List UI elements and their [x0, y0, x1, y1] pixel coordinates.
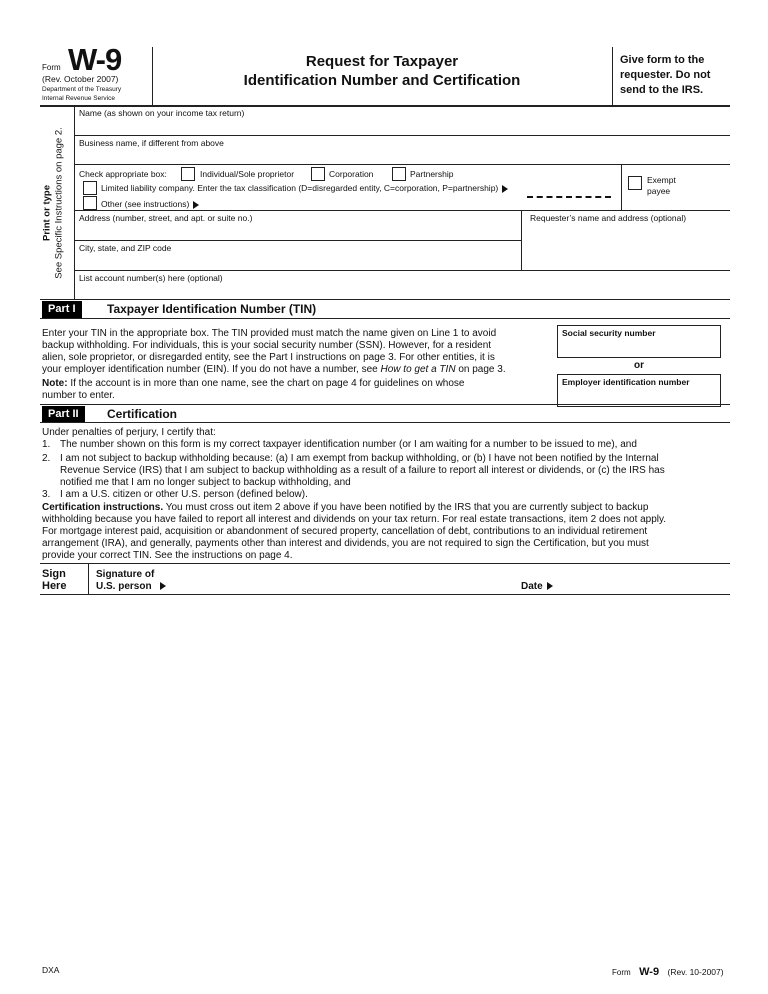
corporation-checkbox[interactable]: [311, 167, 325, 181]
cert-item-2-number: 2.: [42, 453, 51, 464]
llc-classification-input[interactable]: [527, 186, 611, 198]
department-line-2: Internal Revenue Service: [42, 95, 115, 102]
signature-label-line-2: [96, 581, 166, 592]
footer-form-word: Form: [612, 968, 631, 977]
part1-note-line-1: Note: If the account is in more than one name, see the chart on page 4 for guidelines on whose: [42, 378, 465, 389]
footer-revision: (Rev. 10-2007): [667, 967, 724, 977]
department-line-1: Department of the Treasury: [42, 86, 122, 93]
name-field-label: Name (as shown on your income tax return): [79, 108, 245, 118]
header-divider-right: [612, 47, 613, 106]
form-number: W-9: [68, 42, 122, 77]
requester-label: Requester’s name and address (optional): [530, 213, 687, 223]
individual-checkbox[interactable]: [181, 167, 195, 181]
cert-item-2-line-1: I am not subject to backup withholding because: (a) I am exempt from backup withholding, or (b) I have not been notified by the Internal: [60, 453, 659, 464]
other-label-text: Other (see instructions): [101, 199, 190, 209]
part1-note: [42, 378, 552, 402]
sign-bottom-rule: [40, 594, 730, 595]
ein-label: Employer identification number: [562, 377, 690, 387]
date-label: [521, 581, 553, 592]
cert-instructions-line-3: For mortgage interest paid, acquisition or abandonment of secured property, cancellation of debt, contributions to an individual retirement: [42, 526, 648, 537]
exempt-label-line-1: Exempt: [647, 175, 676, 185]
llc-checkbox[interactable]: [83, 181, 97, 195]
cert-item-2: [60, 453, 665, 489]
sign-top-rule: [40, 563, 730, 564]
business-name-rule: [74, 164, 730, 165]
account-numbers-input[interactable]: [78, 283, 728, 297]
individual-label: Individual/Sole proprietor: [200, 169, 295, 179]
city-state-zip-input[interactable]: [78, 253, 518, 269]
exempt-divider: [621, 164, 622, 210]
cert-instructions: [42, 502, 666, 562]
address-label: Address (number, street, and apt. or suite no.): [79, 213, 253, 223]
part2-top-rule: [40, 404, 730, 405]
city-rule: [74, 270, 730, 271]
part1-badge: Part I: [42, 301, 82, 318]
header-bottom-rule: [40, 105, 730, 107]
partnership-checkbox[interactable]: [392, 167, 406, 181]
classification-rule: [74, 210, 730, 211]
llc-label: [101, 183, 508, 193]
sign-label: Sign: [42, 568, 66, 580]
cert-instructions-line-1: Certification instructions. You must cross out item 2 above if you have been notified by the IRS that you are currently subject to backup: [42, 502, 649, 513]
cert-item-2-line-3: notified me that I am no longer subject to backup withholding, and: [60, 477, 351, 488]
check-appropriate-box-label: Check appropriate box:: [79, 169, 167, 179]
signature-label-line-1: Signature of: [96, 569, 155, 580]
date-input[interactable]: [560, 566, 728, 592]
footer-form-number: W-9: [639, 966, 660, 978]
signature-input[interactable]: [170, 566, 510, 592]
other-input[interactable]: [212, 198, 512, 208]
part1-note-line-2: number to enter.: [42, 390, 115, 401]
requester-divider: [521, 210, 522, 271]
address-input[interactable]: [78, 223, 518, 239]
footer-code: DXA: [42, 965, 60, 975]
other-checkbox[interactable]: [83, 196, 97, 210]
footer-form-id: [612, 962, 724, 980]
exempt-payee-checkbox[interactable]: [628, 176, 642, 190]
corporation-label: Corporation: [329, 169, 374, 179]
part1-line-4: your employer identification number (EIN). If you do not have a number, see How to get a TIN on page 3.: [42, 364, 506, 375]
business-name-input[interactable]: [78, 148, 728, 163]
other-arrow-icon: [193, 201, 199, 209]
part2-bottom-rule: [40, 422, 730, 423]
cert-instructions-line-5: provide your correct TIN. See the instructions on page 4.: [42, 550, 293, 561]
cert-item-2-line-2: Revenue Service (IRS) that I am subject to backup withholding as a result of a failure to report all interest or dividends, or (c) the IRS has: [60, 465, 665, 476]
cert-item-1-number: 1.: [42, 439, 51, 450]
part1-line-1: Enter your TIN in the appropriate box. The TIN provided must match the name given on Line 1 to avoid: [42, 328, 497, 339]
llc-arrow-icon: [502, 185, 508, 193]
give-form-line-1: Give form to the: [620, 54, 705, 66]
part1-line-3: alien, sole proprietor, or disregarded entity, see the Part I instructions on page 3. For other entities, it is: [42, 352, 495, 363]
revision-date: (Rev. October 2007): [42, 74, 119, 84]
exempt-label-line-2: payee: [647, 186, 671, 196]
part1-top-rule: [40, 299, 730, 300]
part2-badge: Part II: [42, 406, 85, 423]
cert-item-3-number: 3.: [42, 489, 51, 500]
partnership-label: Partnership: [410, 169, 454, 179]
name-rule: [74, 135, 730, 136]
give-form-line-2: requester. Do not: [620, 69, 711, 81]
llc-label-text: Limited liability company. Enter the tax classification (D=disregarded entity, C=corporation, P=partnership): [101, 183, 499, 193]
ssn-label: Social security number: [562, 328, 656, 338]
sign-divider: [88, 563, 89, 594]
cert-item-1: The number shown on this form is my correct taxpayer identification number (or I am waiting for a number to be issued to me), and: [60, 439, 637, 450]
part1-bottom-rule: [40, 318, 730, 319]
signature-arrow-icon: [160, 582, 166, 590]
give-form-line-3: send to the IRS.: [620, 84, 704, 96]
signature-label-text: U.S. person: [96, 581, 152, 592]
perjury-intro: Under penalties of perjury, I certify that:: [42, 427, 216, 438]
or-label: or: [634, 360, 644, 371]
account-numbers-label: List account number(s) here (optional): [79, 273, 223, 283]
cert-instructions-line-4: arrangement (IRA), and generally, payments other than interest and dividends, you are not required to sign the Certification, but you must: [42, 538, 649, 549]
name-input[interactable]: [78, 118, 728, 134]
form-title-line-2: Identification Number and Certification: [243, 72, 521, 89]
part1-paragraph: [42, 328, 552, 376]
other-label: [101, 199, 199, 209]
here-label: Here: [42, 580, 67, 592]
requester-input[interactable]: [525, 224, 727, 269]
city-state-zip-label: City, state, and ZIP code: [79, 243, 172, 253]
cert-item-3: I am a U.S. citizen or other U.S. person (defined below).: [60, 489, 308, 500]
business-name-label: Business name, if different from above: [79, 138, 224, 148]
date-label-text: Date: [521, 581, 543, 592]
form-label: Form: [42, 63, 61, 72]
cert-instructions-line-2: withholding because you have failed to report all interest and dividends on your tax return. For real estate transactions, item 2 does not apply.: [42, 514, 667, 525]
form-title-line-1: Request for Taxpayer: [305, 53, 459, 70]
part1-title: Taxpayer Identification Number (TIN): [107, 302, 317, 316]
part2-title: Certification: [107, 407, 178, 421]
part1-line-2: backup withholding. For individuals, this is your social security number (SSN). However, for a resident: [42, 340, 492, 351]
address-rule: [74, 240, 521, 241]
date-arrow-icon: [547, 582, 553, 590]
